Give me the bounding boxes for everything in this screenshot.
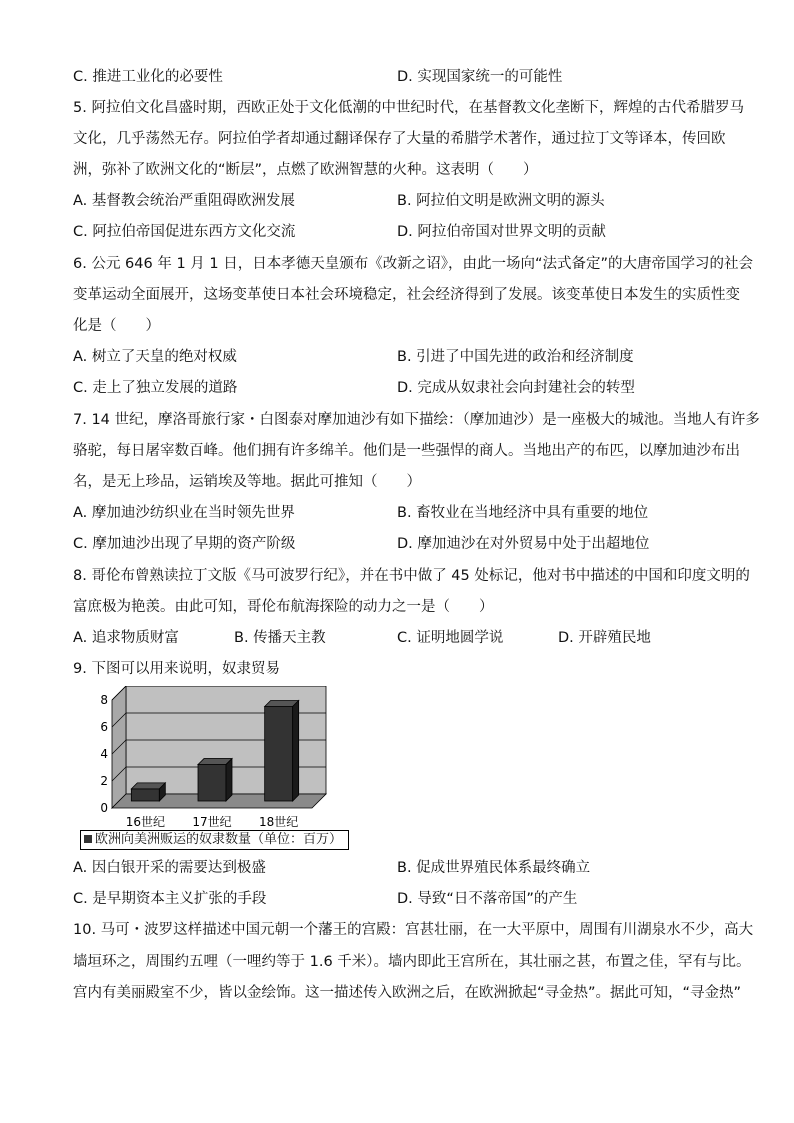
q5-option-a: A. 基督教会统治严重阻碍欧洲发展 — [73, 193, 295, 209]
x-tick-label: 18世纪 — [259, 815, 299, 829]
q8-option-a: A. 追求物质财富 — [73, 630, 179, 646]
q10-stem-line: 墙垣环之，周围约五哩（一哩约等于 1.6 千米）。墙内即此王宫所在，其壮丽之甚，布置之佳，罕有与比。 — [73, 954, 751, 970]
bar — [198, 765, 226, 801]
q5-stem-line: 洲，弥补了欧洲文化的“断层”，点燃了欧洲智慧的火种。这表明（ ） — [73, 162, 538, 178]
q5-stem-line: 5. 阿拉伯文化昌盛时期，西欧正处于文化低潮的中世纪时代，在基督教文化垄断下，辉煌的古代希腊罗马 — [73, 100, 744, 116]
y-tick-label: 6 — [100, 720, 108, 734]
q8-stem-line: 富庶极为艳羡。由此可知，哥伦布航海探险的动力之一是（ ） — [73, 599, 494, 615]
q4-option-c: C. 推进工业化的必要性 — [73, 69, 223, 85]
q6-stem-line: 变革运动全面展开，这场变革使日本社会环境稳定，社会经济得到了发展。该变革使日本发生的实质性变 — [73, 287, 740, 303]
q5-stem-line: 文化，几乎荡然无存。阿拉伯学者却通过翻译保存了大量的希腊学术著作，通过拉丁文等译本，传回欧 — [73, 131, 726, 147]
q9-option-d: D. 导致“日不落帝国”的产生 — [397, 891, 578, 907]
slave-trade-chart — [80, 686, 350, 852]
bar-chart-svg — [80, 686, 350, 831]
bar-side-face — [293, 701, 299, 802]
q9-option-a: A. 因白银开采的需要达到极盛 — [73, 860, 266, 876]
q8-stem-line: 8. 哥伦布曾熟读拉丁文版《马可波罗行纪》，并在书中做了 45 处标记，他对书中描述的中国和印度文明的 — [73, 568, 750, 584]
q8-option-c: C. 证明地圆学说 — [397, 630, 504, 646]
legend-label: 欧洲向美洲贩运的奴隶数量（单位：百万） — [95, 832, 343, 847]
q8-option-d: D. 开辟殖民地 — [558, 630, 651, 646]
q6-stem-line: 6. 公元 646 年 1 月 1 日，日本孝德天皇颁布《改新之诏》，由此一场向“法式备定”的大唐帝国学习的社会 — [73, 256, 753, 272]
q7-stem-line: 7. 14 世纪，摩洛哥旅行家・白图泰对摩加迪沙有如下描绘：（摩加迪沙）是一座极大的城池。当地人有许多 — [73, 412, 760, 428]
q9-option-c: C. 是早期资本主义扩张的手段 — [73, 891, 267, 907]
q7-stem-line: 名，是无上珍品，运销埃及等地。据此可推知（ ） — [73, 474, 421, 490]
q7-option-a: A. 摩加迪沙纺织业在当时领先世界 — [73, 505, 295, 521]
q5-option-b: B. 阿拉伯文明是欧洲文明的源头 — [397, 193, 605, 209]
y-tick-label: 0 — [100, 801, 108, 815]
q10-stem-line: 10. 马可・波罗这样描述中国元朝一个藩王的宫殿：宫甚壮丽，在一大平原中，周围有川湖泉水不少，高大 — [73, 922, 754, 938]
q9-option-b: B. 促成世界殖民体系最终确立 — [397, 860, 591, 876]
y-tick-label: 8 — [100, 693, 108, 707]
legend-swatch — [84, 835, 92, 843]
q7-option-d: D. 摩加迪沙在对外贸易中处于出超地位 — [397, 536, 650, 552]
bar-side-face — [226, 759, 232, 801]
q6-option-b: B. 引进了中国先进的政治和经济制度 — [397, 349, 634, 365]
q10-stem-line: 宫内有美丽殿室不少，皆以金绘饰。这一描述传入欧洲之后，在欧洲掀起“寻金热”。据此可知，“寻金热” — [73, 985, 742, 1001]
q4-option-d: D. 实现国家统一的可能性 — [397, 69, 563, 85]
bar — [131, 789, 159, 801]
q7-option-b: B. 畜牧业在当地经济中具有重要的地位 — [397, 505, 649, 521]
q5-option-d: D. 阿拉伯帝国对世界文明的贡献 — [397, 224, 606, 240]
y-tick-label: 2 — [100, 774, 108, 788]
x-tick-label: 16世纪 — [125, 815, 165, 829]
q7-stem-line: 骆驼，每日屠宰数百峰。他们拥有许多绵羊。他们是一些强悍的商人。当地出产的布匹，以摩加迪沙布出 — [73, 443, 740, 459]
chart-legend — [80, 830, 349, 850]
q5-option-c: C. 阿拉伯帝国促进东西方文化交流 — [73, 224, 296, 240]
q6-stem-line: 化是（ ） — [73, 318, 160, 334]
q9-stem: 9. 下图可以用来说明，奴隶贸易 — [73, 661, 280, 677]
q7-option-c: C. 摩加迪沙出现了早期的资产阶级 — [73, 536, 296, 552]
bar — [265, 707, 293, 802]
q6-option-c: C. 走上了独立发展的道路 — [73, 380, 238, 396]
x-tick-label: 17世纪 — [192, 815, 232, 829]
q6-option-a: A. 树立了天皇的绝对权威 — [73, 349, 237, 365]
q8-option-b: B. 传播天主教 — [234, 630, 326, 646]
y-tick-label: 4 — [100, 747, 108, 761]
q6-option-d: D. 完成从奴隶社会向封建社会的转型 — [397, 380, 635, 396]
